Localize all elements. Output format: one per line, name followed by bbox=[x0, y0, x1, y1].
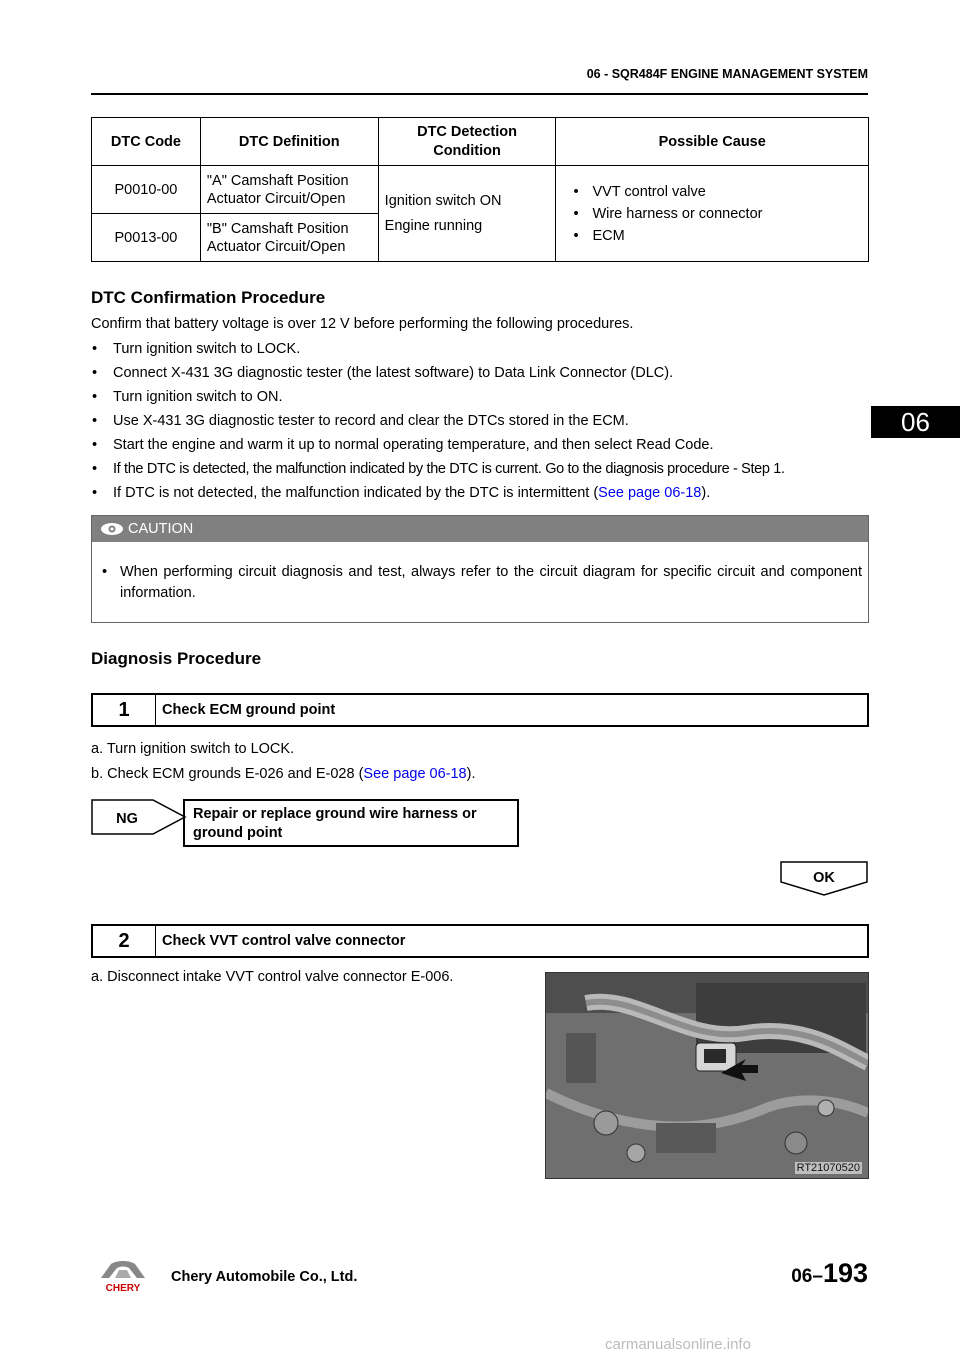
detection-condition-cell bbox=[378, 166, 556, 262]
eye-icon bbox=[100, 522, 124, 536]
cause-item: • Wire harness or connector bbox=[562, 205, 862, 223]
step-1-item-b bbox=[91, 766, 475, 782]
chery-logo-icon bbox=[91, 1260, 155, 1294]
page-number-value: 193 bbox=[822, 1258, 868, 1288]
ok-arrow bbox=[780, 861, 870, 897]
step-title: Check ECM ground point bbox=[162, 702, 336, 718]
caution-header bbox=[92, 516, 868, 542]
step-title: Check VVT control valve connector bbox=[162, 933, 406, 949]
dtc-table-header-row bbox=[92, 118, 869, 166]
step-1-item-b-text: b. Check ECM grounds E-026 and E-028 ( bbox=[91, 766, 364, 782]
header-possible-cause: Possible Cause bbox=[556, 118, 869, 166]
page-prefix: 06– bbox=[791, 1266, 823, 1287]
footer-company: Chery Automobile Co., Ltd. bbox=[171, 1269, 358, 1285]
header-dtc-code: DTC Code bbox=[92, 118, 201, 166]
ng-label: NG bbox=[116, 811, 138, 827]
see-page-link[interactable]: See page 06-18 bbox=[598, 485, 702, 501]
list-item: • Turn ignition switch to LOCK. bbox=[91, 340, 785, 364]
dtc-code-cell: P0010-00 bbox=[92, 166, 201, 214]
confirmation-title: DTC Confirmation Procedure bbox=[91, 288, 326, 307]
caution-text: • When performing circuit diagnosis and test, always refer to the circuit diagram for specific circuit and component information. bbox=[92, 542, 868, 604]
step-2-box bbox=[91, 924, 869, 958]
header-dtc-definition: DTC Definition bbox=[200, 118, 378, 166]
list-item: • Use X-431 3G diagnostic tester to record and clear the DTCs stored in the ECM. bbox=[91, 412, 785, 436]
see-page-link[interactable]: See page 06-18 bbox=[363, 766, 467, 782]
dtc-table bbox=[91, 117, 869, 262]
step-1-box bbox=[91, 693, 869, 727]
condition-line: Ignition switch ON bbox=[384, 192, 502, 209]
step-number: 1 bbox=[93, 695, 156, 725]
caution-box bbox=[91, 515, 869, 623]
step-number: 2 bbox=[93, 926, 156, 956]
dtc-definition-cell: "B" Camshaft Position Actuator Circuit/Open bbox=[200, 214, 378, 262]
dtc-code-cell: P0013-00 bbox=[92, 214, 201, 262]
header-detection-condition: DTC Detection Condition bbox=[378, 118, 556, 166]
list-item: • Connect X-431 3G diagnostic tester (the latest software) to Data Link Connector (DLC). bbox=[91, 364, 785, 388]
step-2-item-a: a. Disconnect intake VVT control valve connector E-006. bbox=[91, 969, 454, 985]
dtc-definition-cell: "A" Camshaft Position Actuator Circuit/Open bbox=[200, 166, 378, 214]
list-item bbox=[91, 484, 785, 508]
watermark: carmanualsonline.info bbox=[605, 1336, 751, 1353]
cause-item: • VVT control valve bbox=[562, 183, 862, 201]
list-item-text: If DTC is not detected, the malfunction indicated by the DTC is intermittent ( bbox=[113, 485, 599, 501]
confirmation-intro: Confirm that battery voltage is over 12 V before performing the following procedures. bbox=[91, 316, 634, 332]
table-row bbox=[92, 166, 869, 214]
chapter-tab[interactable]: 06 bbox=[871, 406, 960, 438]
list-item-text-end: ). bbox=[701, 485, 711, 501]
condition-line: Engine running bbox=[384, 217, 483, 234]
header-rule bbox=[91, 93, 868, 95]
header-title: 06 - SQR484F ENGINE MANAGEMENT SYSTEM bbox=[586, 67, 868, 81]
list-item: • If the DTC is detected, the malfunction indicated by the DTC is current. Go to the diagnosis procedure - Step 1. bbox=[91, 460, 785, 484]
logo-text: CHERY bbox=[105, 1283, 141, 1294]
engine-photo bbox=[545, 972, 869, 1179]
page-number bbox=[791, 1258, 868, 1289]
engine-bay-image bbox=[546, 973, 868, 1178]
confirmation-list bbox=[91, 340, 785, 508]
diagnosis-title: Diagnosis Procedure bbox=[91, 649, 262, 668]
ng-arrow bbox=[91, 799, 187, 835]
caution-label: CAUTION bbox=[128, 521, 194, 537]
possible-cause-cell bbox=[556, 166, 869, 262]
ng-action-box: Repair or replace ground wire harness or ground point bbox=[183, 799, 519, 847]
cause-item: • ECM bbox=[562, 227, 862, 245]
list-item: • Start the engine and warm it up to normal operating temperature, and then select Read Code. bbox=[91, 436, 785, 460]
step-1-item-a: a. Turn ignition switch to LOCK. bbox=[91, 741, 295, 757]
photo-caption: RT21070520 bbox=[796, 1162, 860, 1174]
step-1-item-b-end: ). bbox=[466, 766, 476, 782]
list-item: • Turn ignition switch to ON. bbox=[91, 388, 785, 412]
ok-label: OK bbox=[813, 870, 835, 886]
